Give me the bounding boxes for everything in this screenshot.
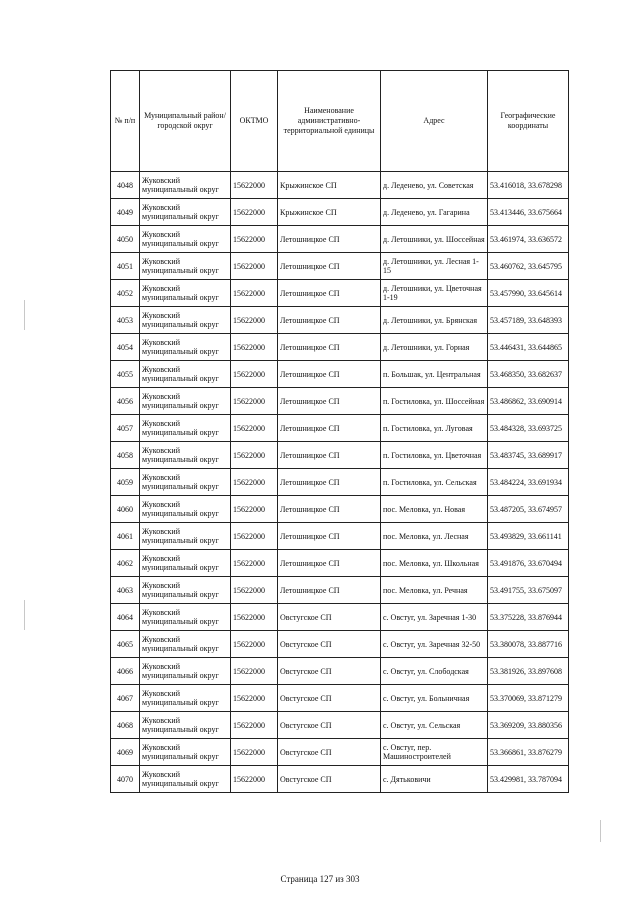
cell-address: с. Овстуг, ул. Слободская [381,658,488,685]
cell-address: с. Овстуг, ул. Заречная 1-30 [381,604,488,631]
cell-oktmo: 15622000 [231,550,278,577]
cell-oktmo: 15622000 [231,253,278,280]
cell-num: 4066 [111,658,140,685]
header-district: Муниципальный район/городской округ [140,71,231,172]
cell-oktmo: 15622000 [231,604,278,631]
cell-district: Жуковский муниципальный округ [140,442,231,469]
cell-num: 4055 [111,361,140,388]
cell-oktmo: 15622000 [231,577,278,604]
cell-address: д. Летошники, ул. Шоссейная [381,226,488,253]
cell-district: Жуковский муниципальный округ [140,523,231,550]
table-header-row [111,71,569,172]
scan-edge-mark [24,300,25,330]
table-row [111,280,569,307]
cell-district: Жуковский муниципальный округ [140,739,231,766]
header-address: Адрес [381,71,488,172]
cell-oktmo: 15622000 [231,766,278,793]
cell-district: Жуковский муниципальный округ [140,226,231,253]
table-row [111,550,569,577]
cell-district: Жуковский муниципальный округ [140,199,231,226]
cell-num: 4065 [111,631,140,658]
cell-coords: 53.381926, 33.897608 [488,658,569,685]
table-row [111,226,569,253]
cell-address: д. Летошники, ул. Цветочная 1-19 [381,280,488,307]
cell-coords: 53.468350, 33.682637 [488,361,569,388]
cell-oktmo: 15622000 [231,685,278,712]
cell-address: п. Гостиловка, ул. Луговая [381,415,488,442]
cell-oktmo: 15622000 [231,415,278,442]
table-body [111,172,569,793]
cell-num: 4063 [111,577,140,604]
cell-district: Жуковский муниципальный округ [140,388,231,415]
cell-coords: 53.446431, 33.644865 [488,334,569,361]
cell-district: Жуковский муниципальный округ [140,712,231,739]
cell-coords: 53.457990, 33.645614 [488,280,569,307]
table-row [111,685,569,712]
cell-unit: Овстугское СП [278,658,381,685]
header-oktmo: ОКТМО [231,71,278,172]
cell-num: 4064 [111,604,140,631]
cell-coords: 53.460762, 33.645795 [488,253,569,280]
cell-oktmo: 15622000 [231,172,278,199]
table-row [111,631,569,658]
cell-num: 4057 [111,415,140,442]
cell-address: с. Овстуг, ул. Заречная 32-50 [381,631,488,658]
cell-address: п. Гостиловка, ул. Сельская [381,469,488,496]
cell-district: Жуковский муниципальный округ [140,604,231,631]
cell-address: п. Гостиловка, ул. Шоссейная [381,388,488,415]
cell-coords: 53.491755, 33.675097 [488,577,569,604]
cell-district: Жуковский муниципальный округ [140,334,231,361]
cell-coords: 53.380078, 33.887716 [488,631,569,658]
cell-num: 4052 [111,280,140,307]
cell-address: д. Леденево, ул. Гагарина [381,199,488,226]
table-row [111,334,569,361]
cell-unit: Летошницкое СП [278,577,381,604]
table-row [111,469,569,496]
cell-oktmo: 15622000 [231,631,278,658]
cell-address: пос. Меловка, ул. Школьная [381,550,488,577]
cell-unit: Летошницкое СП [278,334,381,361]
cell-oktmo: 15622000 [231,469,278,496]
cell-coords: 53.487205, 33.674957 [488,496,569,523]
cell-address: пос. Меловка, ул. Речная [381,577,488,604]
cell-coords: 53.484328, 33.693725 [488,415,569,442]
cell-address: пос. Меловка, ул. Новая [381,496,488,523]
table-row [111,442,569,469]
cell-coords: 53.491876, 33.670494 [488,550,569,577]
table-row [111,361,569,388]
cell-coords: 53.493829, 33.661141 [488,523,569,550]
cell-unit: Летошницкое СП [278,307,381,334]
cell-unit: Овстугское СП [278,712,381,739]
cell-coords: 53.484224, 33.691934 [488,469,569,496]
cell-unit: Овстугское СП [278,685,381,712]
cell-coords: 53.375228, 33.876944 [488,604,569,631]
cell-district: Жуковский муниципальный округ [140,361,231,388]
cell-address: п. Гостиловка, ул. Цветочная [381,442,488,469]
cell-unit: Овстугское СП [278,604,381,631]
cell-oktmo: 15622000 [231,334,278,361]
cell-oktmo: 15622000 [231,199,278,226]
cell-coords: 53.413446, 33.675664 [488,199,569,226]
cell-district: Жуковский муниципальный округ [140,253,231,280]
header-num: № п/п [111,71,140,172]
cell-num: 4050 [111,226,140,253]
page-number: Страница 127 из 303 [280,874,360,884]
cell-oktmo: 15622000 [231,658,278,685]
cell-oktmo: 15622000 [231,280,278,307]
cell-num: 4053 [111,307,140,334]
cell-address: с. Овстуг, ул. Сельская [381,712,488,739]
cell-address: д. Леденево, ул. Советская [381,172,488,199]
cell-address: с. Овстуг, пер. Машиностроителей [381,739,488,766]
cell-address: с. Дятьковичи [381,766,488,793]
scan-edge-mark [24,600,25,630]
cell-num: 4049 [111,199,140,226]
cell-district: Жуковский муниципальный округ [140,577,231,604]
table-row [111,307,569,334]
table-row [111,766,569,793]
cell-num: 4068 [111,712,140,739]
cell-oktmo: 15622000 [231,496,278,523]
cell-address: д. Летошники, ул. Брянская [381,307,488,334]
cell-unit: Летошницкое СП [278,496,381,523]
cell-coords: 53.461974, 33.636572 [488,226,569,253]
cell-unit: Овстугское СП [278,631,381,658]
cell-unit: Летошницкое СП [278,280,381,307]
cell-num: 4058 [111,442,140,469]
cell-unit: Летошницкое СП [278,253,381,280]
table-row [111,658,569,685]
cell-district: Жуковский муниципальный округ [140,496,231,523]
cell-address: п. Большак, ул. Центральная [381,361,488,388]
table-row [111,388,569,415]
cell-num: 4048 [111,172,140,199]
cell-coords: 53.429981, 33.787094 [488,766,569,793]
cell-oktmo: 15622000 [231,361,278,388]
cell-district: Жуковский муниципальный округ [140,550,231,577]
table-row [111,199,569,226]
cell-district: Жуковский муниципальный округ [140,172,231,199]
table-row [111,577,569,604]
table-row [111,604,569,631]
cell-unit: Крыжинское СП [278,172,381,199]
cell-district: Жуковский муниципальный округ [140,685,231,712]
table-row [111,712,569,739]
table-row [111,415,569,442]
header-coords: Географические координаты [488,71,569,172]
cell-oktmo: 15622000 [231,307,278,334]
cell-address: с. Овстуг, ул. Больничная [381,685,488,712]
cell-num: 4069 [111,739,140,766]
cell-num: 4070 [111,766,140,793]
cell-district: Жуковский муниципальный округ [140,280,231,307]
cell-num: 4056 [111,388,140,415]
cell-district: Жуковский муниципальный округ [140,307,231,334]
cell-coords: 53.457189, 33.648393 [488,307,569,334]
cell-district: Жуковский муниципальный округ [140,766,231,793]
cell-district: Жуковский муниципальный округ [140,469,231,496]
cell-address: пос. Меловка, ул. Лесная [381,523,488,550]
scan-edge-mark [600,820,601,842]
cell-district: Жуковский муниципальный округ [140,415,231,442]
table-row [111,253,569,280]
cell-oktmo: 15622000 [231,442,278,469]
cell-district: Жуковский муниципальный округ [140,631,231,658]
cell-oktmo: 15622000 [231,523,278,550]
cell-num: 4051 [111,253,140,280]
cell-unit: Летошницкое СП [278,415,381,442]
cell-unit: Летошницкое СП [278,469,381,496]
cell-address: д. Летошники, ул. Лесная 1-15 [381,253,488,280]
data-table [110,70,569,793]
cell-num: 4059 [111,469,140,496]
cell-oktmo: 15622000 [231,712,278,739]
cell-district: Жуковский муниципальный округ [140,658,231,685]
cell-oktmo: 15622000 [231,388,278,415]
cell-num: 4062 [111,550,140,577]
cell-coords: 53.369209, 33.880356 [488,712,569,739]
cell-oktmo: 15622000 [231,739,278,766]
cell-num: 4060 [111,496,140,523]
cell-coords: 53.370069, 33.871279 [488,685,569,712]
cell-unit: Овстугское СП [278,739,381,766]
cell-num: 4067 [111,685,140,712]
cell-unit: Летошницкое СП [278,523,381,550]
header-unit: Наименование административно-территориальной единицы [278,71,381,172]
cell-coords: 53.366861, 33.876279 [488,739,569,766]
cell-num: 4054 [111,334,140,361]
cell-oktmo: 15622000 [231,226,278,253]
cell-unit: Летошницкое СП [278,361,381,388]
cell-num: 4061 [111,523,140,550]
table-row [111,739,569,766]
cell-unit: Летошницкое СП [278,442,381,469]
table-row [111,172,569,199]
cell-address: д. Летошники, ул. Горная [381,334,488,361]
cell-unit: Крыжинское СП [278,199,381,226]
cell-unit: Овстугское СП [278,766,381,793]
cell-unit: Летошницкое СП [278,226,381,253]
table-row [111,523,569,550]
cell-unit: Летошницкое СП [278,550,381,577]
cell-unit: Летошницкое СП [278,388,381,415]
cell-coords: 53.416018, 33.678298 [488,172,569,199]
table-row [111,496,569,523]
cell-coords: 53.483745, 33.689917 [488,442,569,469]
cell-coords: 53.486862, 33.690914 [488,388,569,415]
